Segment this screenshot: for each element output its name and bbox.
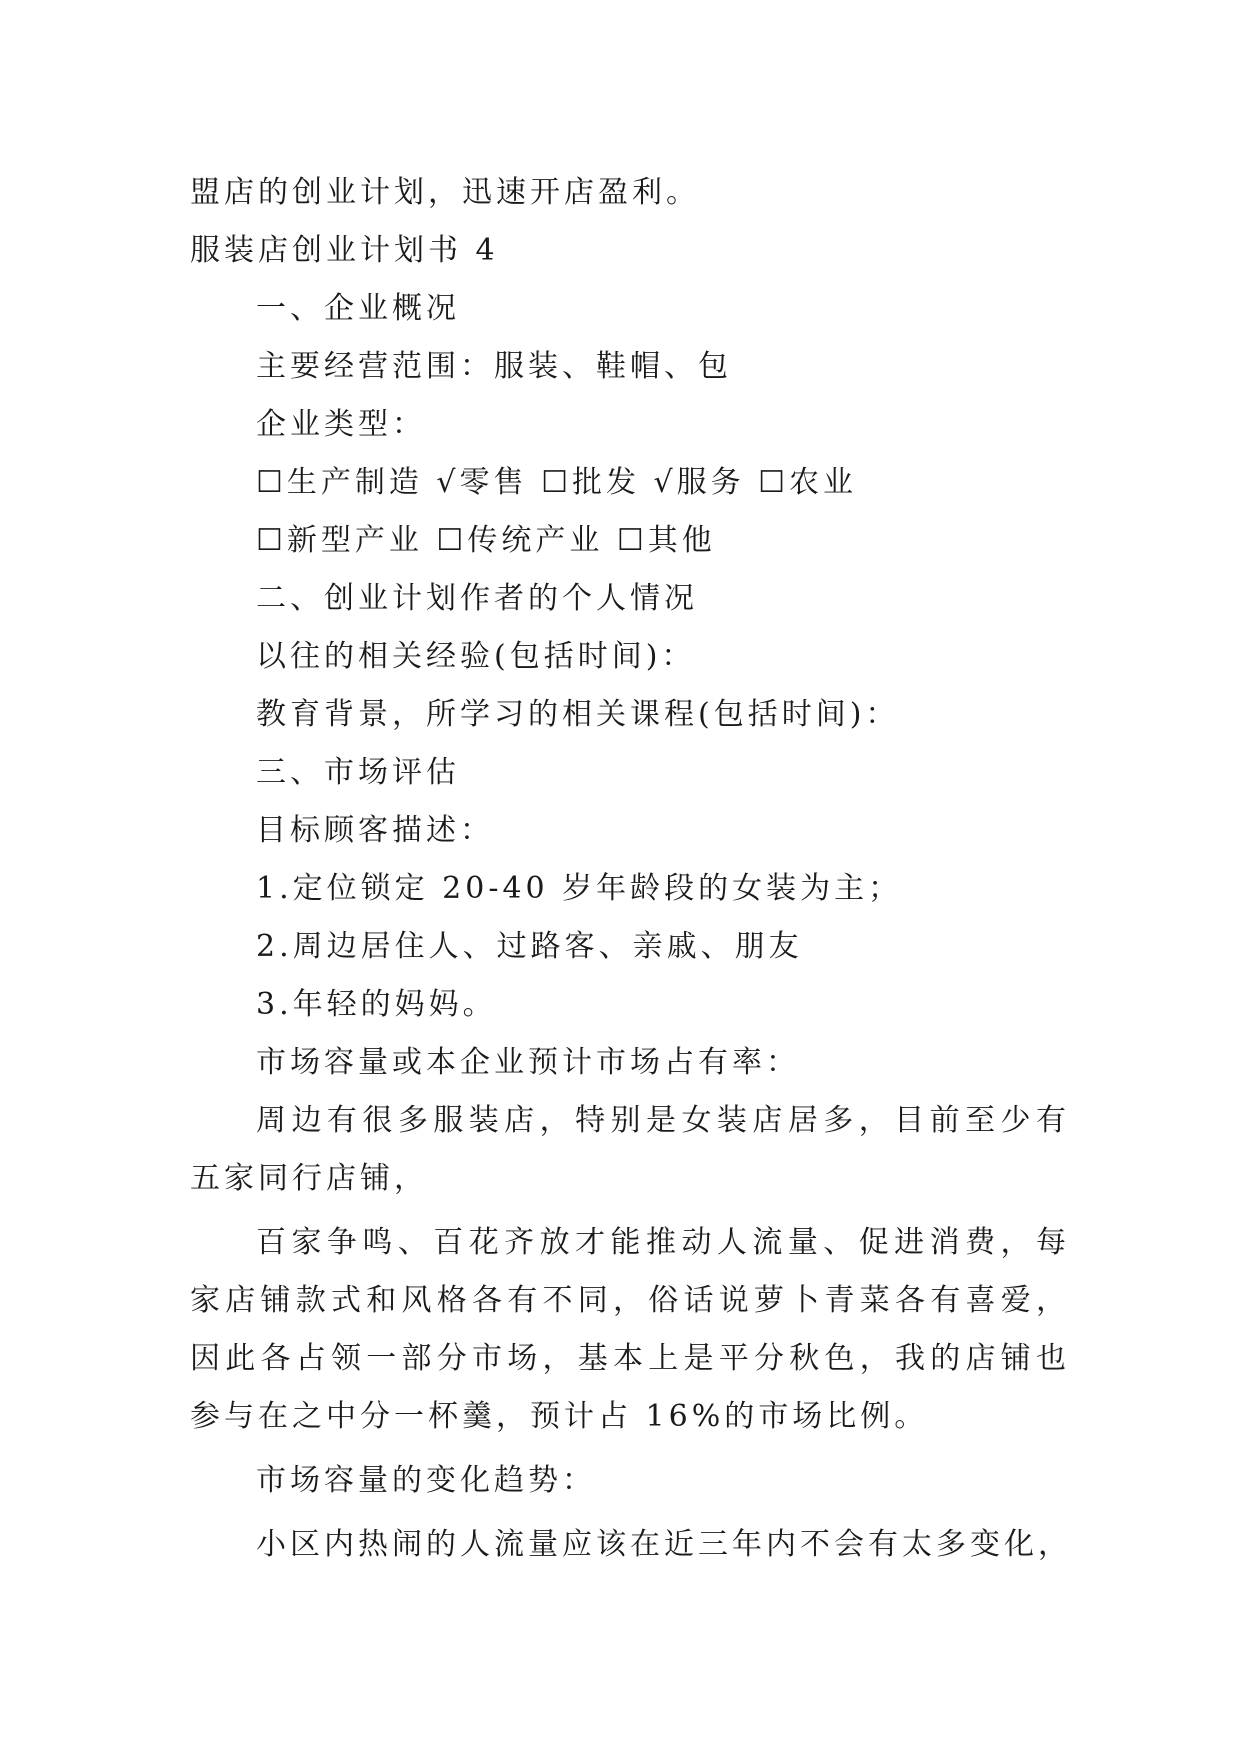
list-item: 2.周边居住人、过路客、亲戚、朋友 — [256, 929, 803, 964]
list-item: 3.年轻的妈妈。 — [256, 987, 497, 1022]
text-line: 主要经营范围：服装、鞋帽、包 — [256, 349, 732, 384]
checkbox-options-row: ☐新型产业 ☐传统产业 ☐其他 — [256, 523, 716, 558]
text-line: 以往的相关经验(包括时间)： — [256, 639, 696, 674]
checkbox-options-row: ☐生产制造 √零售 ☐批发 √服务 ☐农业 — [256, 465, 858, 500]
text-line: 市场容量或本企业预计市场占有率： — [256, 1045, 800, 1080]
heading-enterprise-overview: 一、企业概况 — [256, 291, 460, 326]
text-line: 市场容量的变化趋势： — [256, 1463, 596, 1498]
paragraph: 百家争鸣、百花齐放才能推动人流量、促进消费，每家店铺款式和风格各有不同，俗话说萝卜青菜各有喜爱，因此各占领一部分市场，基本上是平分秋色，我的店铺也参与在之中分一杯羹，预计占 16%的市场比例。 — [190, 1225, 1070, 1434]
heading-market-evaluation: 三、市场评估 — [256, 755, 460, 790]
document-page — [190, 164, 1070, 1574]
heading-author-info: 二、创业计划作者的个人情况 — [256, 581, 698, 616]
paragraph: 周边有很多服装店，特别是女装店居多，目前至少有五家同行店铺， — [190, 1103, 1070, 1196]
text-line: 企业类型： — [256, 407, 426, 442]
list-item: 1.定位锁定 20-40 岁年龄段的女装为主； — [256, 871, 903, 906]
section-title: 服装店创业计划书 4 — [190, 233, 499, 268]
text-line: 目标顾客描述： — [256, 813, 494, 848]
text-line: 教育背景，所学习的相关课程(包括时间)： — [256, 697, 900, 732]
text-line: 小区内热闹的人流量应该在近三年内不会有太多变化， — [256, 1527, 1072, 1562]
text-line: 盟店的创业计划，迅速开店盈利。 — [190, 175, 700, 210]
